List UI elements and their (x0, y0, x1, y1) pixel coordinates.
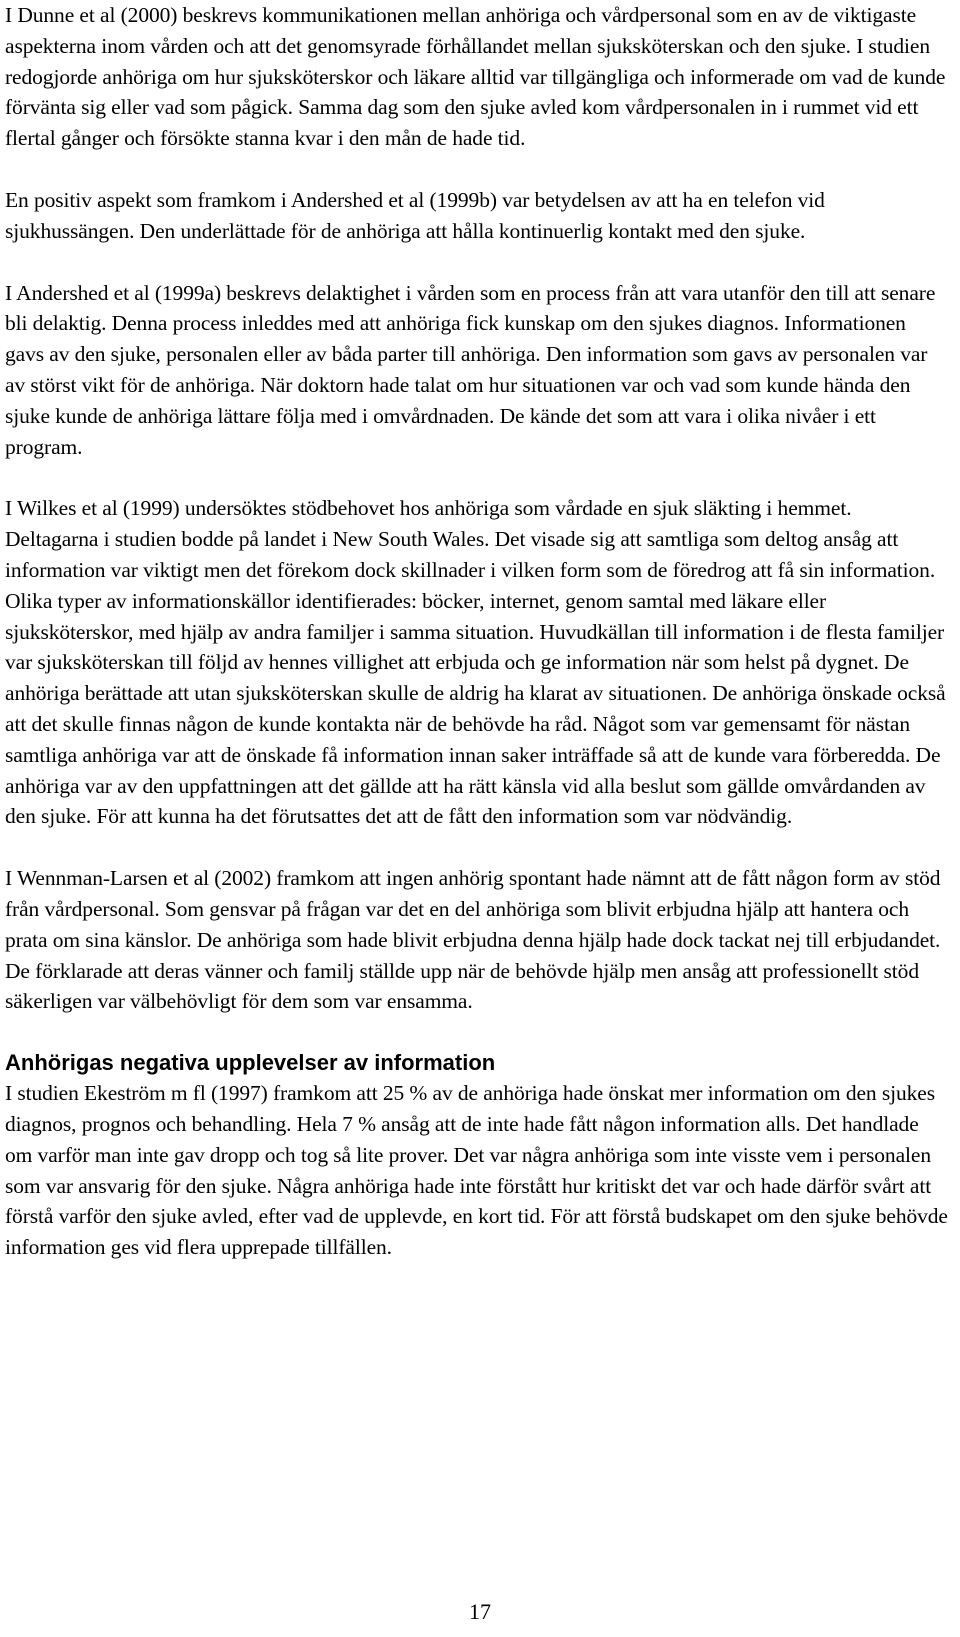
paragraph-dunne: I Dunne et al (2000) beskrevs kommunikationen mellan anhöriga och vårdpersonal som en av de viktigaste aspekterna inom vården och att det genomsyrade förhållandet mellan sjuksköterskan och den sjuke. I studien redogjorde anhöriga om hur sjuksköterskor och läkare alltid var tillgängliga och informerade om vad de kunde förvänta sig eller vad som pågick. Samma dag som den sjuke avled kom vårdpersonalen in i rummet vid ett flertal gånger och försökte stanna kvar i den mån de hade tid. (5, 3, 946, 151)
page-number: 17 (469, 1599, 491, 1624)
paragraph-andershed-1999a: I Andershed et al (1999a) beskrevs delaktighet i vården som en process från att vara utanför den till att senare bli delaktig. Denna process inleddes med att anhöriga fick kunskap om den sjukes diagnos. Informationen gavs av den sjuke, personalen eller av båda parter till anhöriga. Den information som gavs av personalen var av störst vikt för de anhöriga. När doktorn hade talat om hur situationen var och vad som kunde hända den sjuke kunde de anhöriga lättare följa med i omvårdnaden. De kände det som att vara i olika nivåer i ett program. (5, 280, 936, 459)
section-heading: Anhörigas negativa upplevelser av information (5, 1050, 496, 1076)
paragraph-andershed-1999b: En positiv aspekt som framkom i Andershed et al (1999b) var betydelsen av att ha en telefon vid sjukhussängen. Den underlättade för de anhöriga att hålla kontinuerlig kontakt med den sjuke. (5, 187, 825, 243)
paragraph-wilkes: I Wilkes et al (1999) undersöktes stödbehovet hos anhöriga som vårdade en sjuk släkting i hemmet. Deltagarna i studien bodde på landet i New South Wales. Det visade sig att samtliga som deltog ansåg att information var viktigt men det förekom dock skillnader i vilken form som de föredrog att få sin information. Olika typer av informationskällor identifierades: böcker, internet, genom samtal med läkare eller sjuksköterskor, med hjälp av andra familjer i samma situation. Huvudkällan till information i de flesta familjer var sjuksköterskan till följd av hennes villighet att erbjuda och ge information när som helst på dygnet. De anhöriga berättade att utan sjuksköterskan skulle de aldrig ha klarat av situationen. De anhöriga önskade också att det skulle finnas någon de kunde kontakta när de behövde ha råd. Något som var gemensamt för nästan samtliga anhöriga var att de önskade få information innan saker inträffade så att de kunde vara förberedda. De anhöriga var av den uppfattningen att det gällde att ha rätt känsla vid alla beslut som gällde omvårdanden av den sjuke. För att kunna ha det förutsattes det att de fått den information som var nödvändig. (5, 496, 946, 829)
paragraph-ekestrom: I studien Ekeström m fl (1997) framkom att 25 % av de anhöriga hade önskat mer information om den sjukes diagnos, prognos och behandling. Hela 7 % ansåg att de inte hade fått någon information alls. Det handlade om varför man inte gav dropp och tog så lite prover. Det var några anhöriga som inte visste vem i personalen som var ansvarig för den sjuke. Några anhöriga hade inte förstått hur kritiskt det var och hade därför svårt att förstå varför den sjuke avled, efter vad de upplevde, en kort tid. För att förstå budskapet om den sjuke behövde information ges vid flera upprepade tillfällen. (5, 1081, 948, 1260)
document-body (5, 0, 950, 1294)
paragraph-wennman-larsen: I Wennman-Larsen et al (2002) framkom att ingen anhörig spontant hade nämnt att de fått någon form av stöd från vårdpersonal. Som gensvar på frågan var det en del anhöriga som blivit erbjudna hjälp att hantera och prata om sina känslor. De anhöriga som hade blivit erbjudna denna hjälp hade dock tackat nej till erbjudandet. De förklarade att deras vänner och familj ställde upp när de behövde hjälp men ansåg att professionellt stöd säkerligen var välbehövligt för dem som var ensamma. (5, 866, 941, 1014)
